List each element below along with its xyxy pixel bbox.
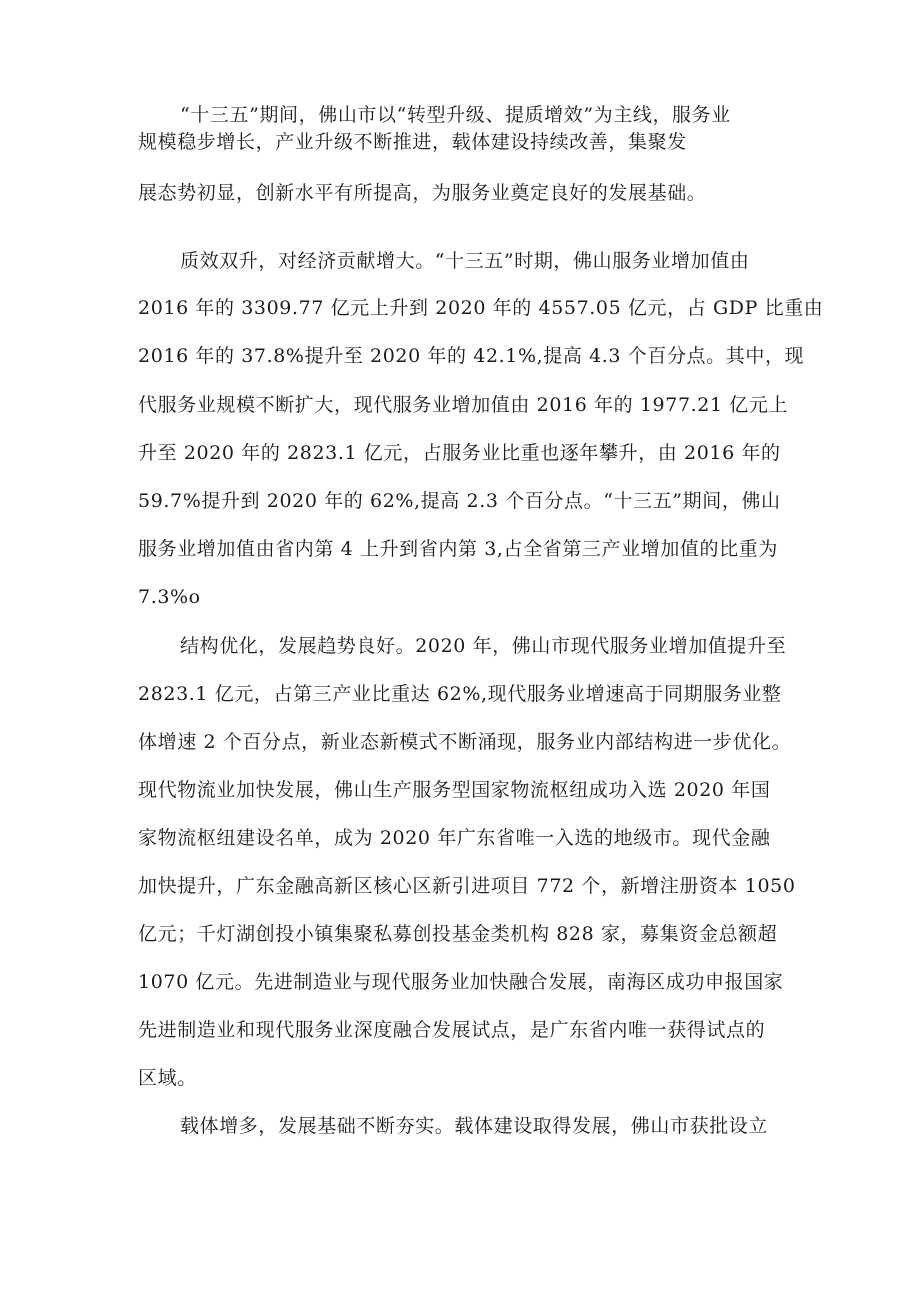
paragraph-3-line-8: 1070 亿元。先进制造业与现代服务业加快融合发展，南海区成功申报国家 bbox=[138, 971, 784, 993]
paragraph-2-line-8: 7.3%o bbox=[138, 586, 201, 608]
paragraph-2-line-3: 2016 年的 37.8%提升至 2020 年的 42.1%,提高 4.3 个百分点。其中，现 bbox=[138, 345, 805, 367]
paragraph-2-line-7: 服务业增加值由省内第 4 上升到省内第 3,占全省第三产业增加值的比重为 bbox=[138, 538, 778, 560]
paragraph-3-line-7: 亿元；千灯湖创投小镇集聚私募创投基金类机构 828 家，募集资金总额超 bbox=[138, 923, 778, 945]
paragraph-1-line-2: 规模稳步增长，产业升级不断推进，载体建设持续改善，集聚发 bbox=[138, 131, 687, 153]
paragraph-3-line-1: 结构优化，发展趋势良好。2020 年，佛山市现代服务业增加值提升至 bbox=[180, 635, 787, 657]
paragraph-2-line-2: 2016 年的 3309.77 亿元上升到 2020 年的 4557.05 亿元，占 GDP 比重由 bbox=[138, 297, 824, 319]
paragraph-2-line-4: 代服务业规模不断扩大，现代服务业增加值由 2016 年的 1977.21 亿元上 bbox=[138, 394, 789, 416]
paragraph-2-line-1: 质效双升，对经济贡献增大。“十三五”时期，佛山服务业增加值由 bbox=[180, 250, 750, 272]
paragraph-3-line-9: 先进制造业和现代服务业深度融合发展试点，是广东省内唯一获得试点的 bbox=[138, 1019, 766, 1041]
paragraph-2-line-5: 升至 2020 年的 2823.1 亿元，占服务业比重也逐年攀升，由 2016 年的 bbox=[138, 442, 781, 464]
paragraph-3-line-3: 体增速 2 个百分点，新业态新模式不断涌现，服务业内部结构进一步优化。 bbox=[138, 731, 792, 753]
paragraph-1-line-3: 展态势初显，创新水平有所提高，为服务业奠定良好的发展基础。 bbox=[138, 182, 707, 204]
paragraph-3-line-10: 区域。 bbox=[138, 1067, 197, 1089]
paragraph-3-line-6: 加快提升，广东金融高新区核心区新引进项目 772 个，新增注册资本 1050 bbox=[138, 875, 796, 897]
paragraph-2-line-6: 59.7%提升到 2020 年的 62%,提高 2.3 个百分点。“十三五”期间，佛山 bbox=[138, 490, 781, 512]
paragraph-4-line-1: 载体增多，发展基础不断夯实。载体建设取得发展，佛山市获批设立 bbox=[180, 1115, 769, 1137]
paragraph-1-line-1: “十三五”期间，佛山市以“转型升级、提质增效”为主线，服务业 bbox=[180, 104, 731, 126]
paragraph-3-line-2: 2823.1 亿元，占第三产业比重达 62%,现代服务业增速高于同期服务业整 bbox=[138, 683, 782, 705]
paragraph-3-line-5: 家物流枢纽建设名单，成为 2020 年广东省唯一入选的地级市。现代金融 bbox=[138, 827, 771, 849]
paragraph-3-line-4: 现代物流业加快发展，佛山生产服务型国家物流枢纽成功入选 2020 年国 bbox=[138, 779, 771, 801]
